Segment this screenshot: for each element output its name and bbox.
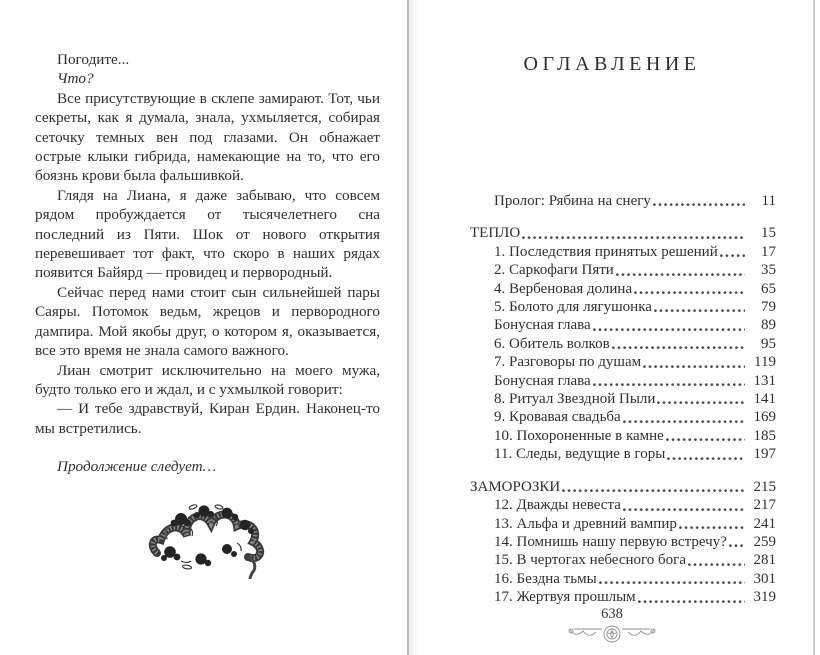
dot-leader — [653, 203, 745, 207]
dot-leader — [593, 328, 745, 332]
toc-entry-label: 7. Разговоры по душам — [494, 354, 642, 371]
toc-entry[interactable] — [470, 280, 776, 298]
paragraph: Все присутствующие в склепе замирают. Тот, чьи секреты, как я думала, знала, ухмыляется, собирая сеточку темных вен под глазами. Он обнажает острые клыки гибрида, намекающие на то, что его боязнь крови была фальшивкой. — [35, 89, 380, 185]
toc-entry-label: 8. Ритуал Звездной Пыли — [494, 391, 656, 408]
toc-entry-label: 9. Кровавая свадьба — [494, 409, 621, 426]
paragraph: Погодите... — [57, 51, 130, 68]
ornamental-scroll-divider-icon — [566, 624, 658, 644]
toc-list — [470, 192, 776, 607]
toc-entry-label: ЗАМОРОЗКИ — [470, 478, 561, 495]
toc-entry[interactable] — [470, 261, 776, 279]
left-page-text — [35, 50, 380, 477]
toc-entry[interactable] — [470, 353, 776, 371]
toc-entry-page: 11 — [761, 193, 776, 209]
toc-entry-page: 35 — [761, 262, 776, 279]
toc-entry[interactable] — [470, 192, 776, 210]
dot-leader — [599, 581, 745, 585]
toc-entry-label: Бонусная глава — [494, 317, 591, 334]
toc-entry-page: 79 — [761, 299, 776, 316]
toc-entry-label: 16. Бездна тьмы — [494, 570, 597, 587]
toc-entry-label: 1. Последствия принятых решений — [494, 243, 718, 260]
toc-entry-page: 89 — [761, 317, 776, 334]
toc-entry[interactable] — [470, 588, 776, 606]
toc-entry-page: 217 — [753, 497, 776, 514]
toc-entry-page: 185 — [753, 427, 776, 444]
toc-entry[interactable] — [470, 243, 776, 261]
toc-entry-label: 14. Помнишь нашу первую встречу? — [494, 533, 727, 550]
toc-entry[interactable] — [470, 335, 776, 353]
toc-entry[interactable] — [470, 445, 776, 463]
dot-leader — [623, 508, 745, 512]
dot-leader — [643, 365, 745, 369]
dot-leader — [522, 236, 745, 240]
toc-entry[interactable] — [470, 427, 776, 445]
toc-entry-label: 15. В чертогах небесного бога — [494, 552, 686, 569]
toc-entry-page: 197 — [753, 446, 776, 463]
paragraph: Продолжение следует… — [57, 458, 217, 476]
dot-leader — [729, 544, 745, 548]
toc-entry-label: 17. Жертвуя прошлым — [494, 589, 636, 606]
toc-entry-label: 12. Дважды невеста — [494, 497, 621, 514]
toc-entry[interactable] — [470, 224, 776, 242]
toc-entry-page: 319 — [753, 589, 776, 606]
toc-entry-label: 5. Болото для лягушонка — [494, 299, 652, 316]
toc-entry[interactable] — [470, 496, 776, 514]
toc-entry[interactable] — [470, 316, 776, 334]
toc-entry-page: 215 — [753, 478, 776, 495]
dot-leader — [623, 420, 745, 424]
paragraph: Что? — [57, 70, 94, 88]
toc-entry[interactable] — [470, 515, 776, 533]
toc-entry-label: Бонусная глава — [494, 372, 591, 389]
toc-entry[interactable] — [470, 570, 776, 588]
dragon-with-roses-ornament-icon — [147, 499, 269, 579]
page-number: 638 — [601, 606, 623, 622]
toc-entry[interactable] — [470, 298, 776, 316]
toc-entry-label: 10. Похороненные в камне — [494, 427, 664, 444]
toc-entry-page: 169 — [753, 409, 776, 426]
dot-leader — [634, 291, 745, 295]
toc-entry-label: Пролог: Рябина на снегу — [494, 193, 651, 209]
dot-leader — [612, 346, 745, 350]
toc-entry-label: 11. Следы, ведущие в горы — [494, 446, 666, 463]
paragraph: — И тебе здравствуй, Киран Ердин. Наконец-то мы встретились. — [35, 400, 380, 437]
dot-leader — [667, 457, 745, 461]
toc-entry-page: 95 — [761, 335, 776, 352]
toc-entry-page: 301 — [753, 570, 776, 587]
dot-leader — [593, 383, 745, 387]
toc-entry[interactable] — [470, 372, 776, 390]
toc-entry-page: 259 — [753, 533, 776, 550]
toc-entry-page: 141 — [753, 391, 776, 408]
dot-leader — [654, 309, 745, 313]
paragraph: Лиан смотрит исключительно на моего мужа, будто только его и ждал, и с ухмылкой говорит: — [35, 361, 380, 398]
right-page — [410, 0, 814, 655]
dot-leader — [688, 563, 745, 567]
toc-entry[interactable] — [470, 533, 776, 551]
flourish-wrap — [410, 624, 814, 649]
toc-entry-label: 4. Вербеновая долина — [494, 280, 633, 297]
dot-leader — [657, 401, 745, 405]
toc-entry-page: 241 — [753, 515, 776, 532]
toc-entry-page: 281 — [753, 552, 776, 569]
toc-entry[interactable] — [470, 478, 776, 496]
toc-entry-page: 119 — [754, 354, 776, 371]
toc-entry-label: 2. Саркофаги Пяти — [494, 262, 614, 279]
dot-leader — [679, 526, 745, 530]
toc-title: ОГЛАВЛЕНИЕ — [523, 53, 701, 75]
toc-entry-page: 17 — [761, 243, 776, 260]
paragraph: Глядя на Лиана, я даже забываю, что совсем рядом пробуждается от тысячелетнего сна последний из Пяти. Шок от нового открытия перевешивает тот факт, что скоро в наших рядах появится Байярд — провидец и первородный. — [35, 186, 380, 282]
toc-entry-page: 131 — [753, 372, 776, 389]
toc-entry-page: 65 — [761, 280, 776, 297]
dot-leader — [638, 600, 745, 604]
dot-leader — [562, 489, 745, 493]
toc-entry-label: 13. Альфа и древний вампир — [494, 515, 677, 532]
dot-leader — [720, 254, 745, 258]
ornament-wrap — [35, 499, 380, 584]
dot-leader — [666, 438, 745, 442]
toc-entry[interactable] — [470, 408, 776, 426]
left-page — [35, 50, 380, 584]
dot-leader — [616, 273, 745, 277]
toc-entry-label: ТЕПЛО — [470, 225, 521, 242]
toc-entry-label: 6. Обитель волков — [494, 335, 610, 352]
toc-entry-page: 15 — [761, 225, 776, 242]
toc-entry[interactable] — [470, 390, 776, 408]
paragraph: Сейчас перед нами стоит сын сильнейшей пары Саяры. Потомок ведьм, жрецов и первородного дампира. Мой якобы друг, о котором я, оказывается, все это время не знала самого важного. — [35, 283, 380, 360]
toc-entry[interactable] — [470, 551, 776, 569]
